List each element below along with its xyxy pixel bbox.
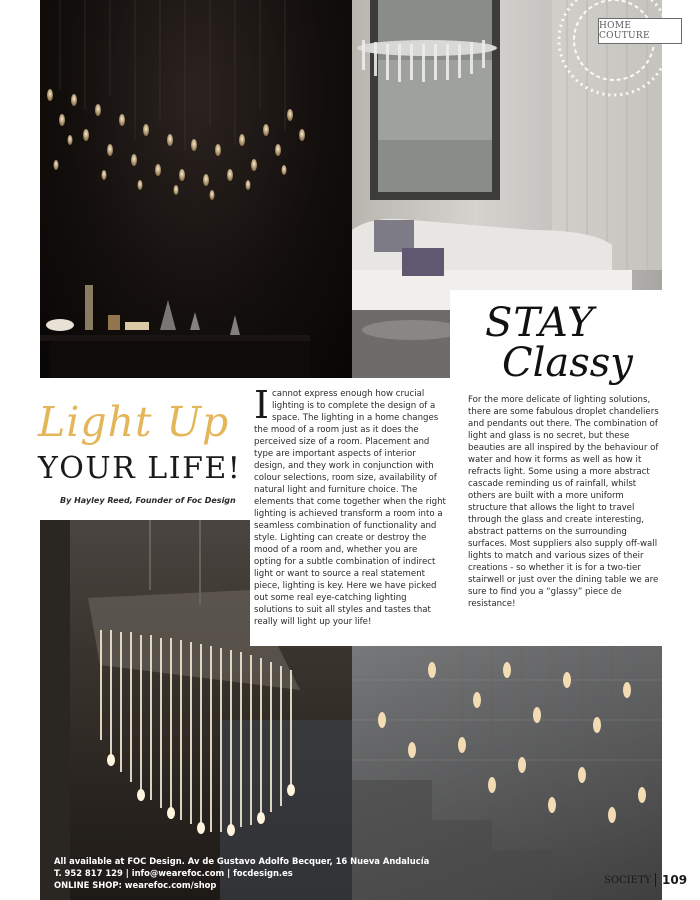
footer-credits — [54, 855, 429, 891]
pullquote-line1: STAY — [485, 300, 595, 346]
article-title-line1: Light Up — [38, 398, 230, 446]
footer-contact: T. 952 817 129 | info@wearefoc.com | focdesign.es — [54, 868, 293, 878]
page-number: 109 — [662, 873, 688, 887]
drop-cap: I — [254, 383, 270, 427]
body-column-1 — [254, 383, 446, 628]
magazine-name: SOCIETY — [604, 875, 652, 886]
page-divider — [655, 873, 656, 887]
article-title-line2: YOUR LIFE! — [38, 451, 242, 486]
footer-address: All available at FOC Design. Av de Gustavo Adolfo Becquer, 16 Nueva Andalucía — [54, 856, 430, 866]
body-text-1: cannot express enough how crucial lighting is to complete the design of a space. The lighting in a home changes the mood of a room just as it does the perceived size of a room. Placement and type are important aspects of interior design, and they work in conjunction with colour selections, room size, availability of natural light and furniture choice. The elements that come together when the right lighting is achieved transform a room into a seamless combination of functionality and style. Lighting can create or destroy the mood of a room and, whether you are opting for a subtle combination of indirect light or want to source a real statement piece, lighting is key. Here we have picked out some real eye-catching lighting solutions to suit all styles and tastes that really will light up your life! — [254, 389, 446, 627]
droplet-chandelier-graphic — [40, 0, 352, 378]
footer-shop: ONLINE SHOP: wearefoc.com/shop — [54, 880, 217, 890]
section-tag: HOME COUTURE — [598, 18, 682, 44]
byline: By Hayley Reed, Founder of Foc Design — [60, 496, 236, 505]
photo-droplet-chandelier-dining — [40, 0, 352, 378]
pullquote-line2: Classy — [502, 340, 633, 386]
body-column-2: For the more delicate of lighting solutions, there are some fabulous droplet chandeliers and pendants out there. The combination of light and glass is no secret, but these beauties are all inspired by the behaviour of water and how it forms as well as how it refracts light. Some using a more abstract cascade reminding us of rainfall, whilst others are built with a more uniform structure that allows the light to travel through the glass and create interesting, abstract patterns on the surrounding surfaces. Most suppliers also supply off-wall lights to match and various sizes of their creations - so whether it is for a two-tier stairwell or just over the dining table we are sure to find you a “glassy” piece de resistance! — [468, 395, 659, 609]
